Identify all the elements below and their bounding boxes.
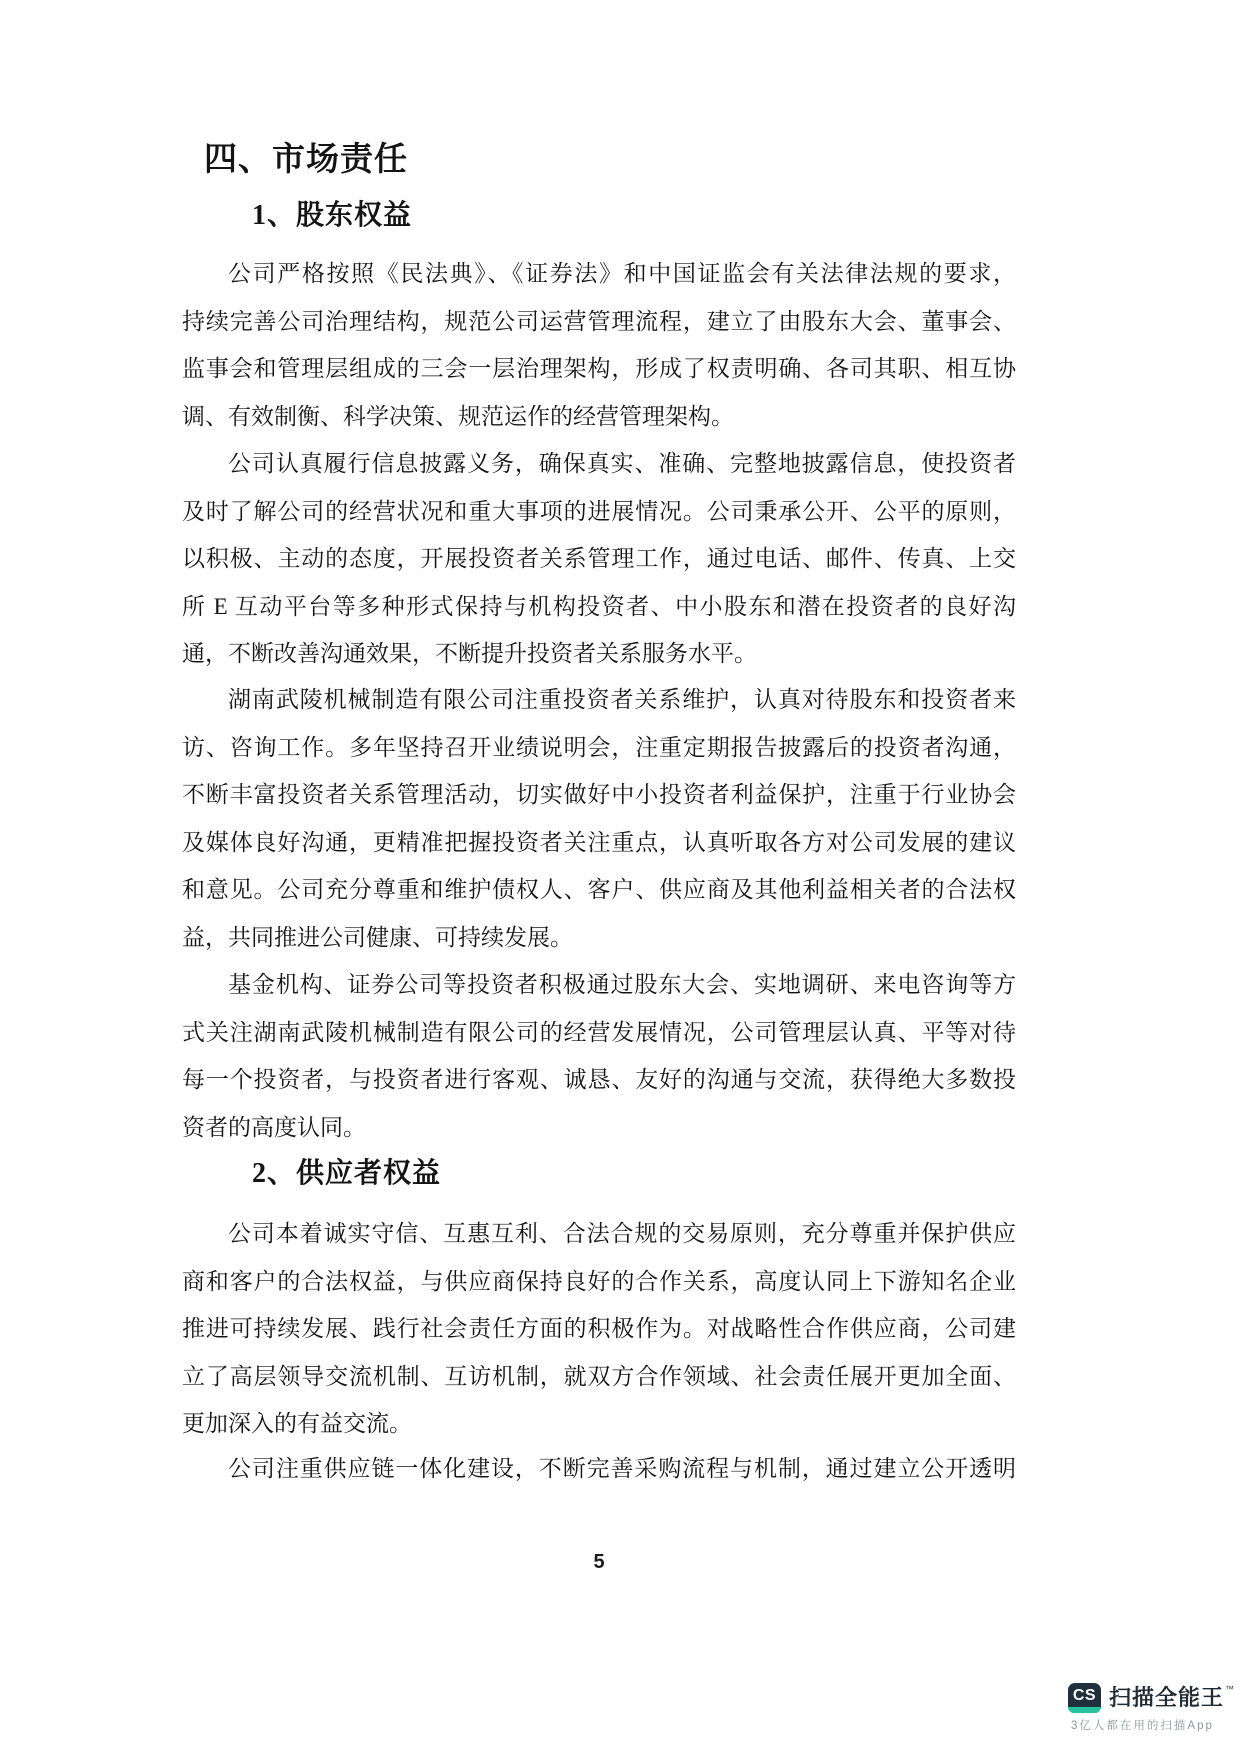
text-line: 访、咨询工作。多年坚持召开业绩说明会，注重定期报告披露后的投资者沟通，	[182, 734, 1016, 760]
text-line: 监事会和管理层组成的三会一层治理架构，形成了权责明确、各司其职、相互协	[182, 356, 1016, 381]
text-line: 商和客户的合法权益，与供应商保持良好的合作关系，高度认同上下游知名企业	[182, 1268, 1016, 1294]
camscanner-watermark	[1068, 1683, 1234, 1733]
section-heading-supplier-rights: 2、供应者权益	[252, 1158, 442, 1189]
text-line: 公司注重供应链一体化建设，不断完善采购流程与机制，通过建立公开透明	[228, 1456, 1016, 1481]
trademark-symbol: ™	[1225, 1684, 1235, 1694]
paragraph-governance	[182, 250, 1016, 440]
camscanner-logo-text: CS	[1072, 1687, 1097, 1704]
text-line: 持续完善公司治理结构，规范公司运营管理流程，建立了由股东大会、董事会、	[182, 308, 1016, 334]
paragraph-investor-communication	[182, 961, 1016, 1151]
watermark-tagline: 3亿人都在用的扫描App	[1071, 1720, 1214, 1732]
text-line: 调、有效制衡、科学决策、规范运作的经营管理架构。	[182, 403, 734, 429]
text-line: 公司严格按照《民法典》、《证券法》和中国证监会有关法律法规的要求，	[228, 261, 1016, 286]
watermark-brand-text: 扫描全能王	[1109, 1685, 1225, 1710]
text-line: 资者的高度认同。	[182, 1114, 366, 1140]
paragraph-supply-chain	[182, 1445, 1016, 1493]
text-line: 式关注湖南武陵机械制造有限公司的经营发展情况，公司管理层认真、平等对待	[182, 1019, 1016, 1045]
text-line: 以积极、主动的态度，开展投资者关系管理工作，通过电话、邮件、传真、上交	[182, 546, 1016, 571]
text-line: 通，不断改善沟通效果，不断提升投资者关系服务水平。	[182, 641, 757, 666]
text-line: 更加深入的有益交流。	[182, 1411, 412, 1436]
text-line: 基金机构、证券公司等投资者积极通过股东大会、实地调研、来电咨询等方	[228, 972, 1016, 997]
camscanner-logo-icon	[1068, 1683, 1101, 1713]
paragraph-investor-relations	[182, 676, 1016, 961]
text-line: 不断丰富投资者关系管理活动，切实做好中小投资者利益保护，注重于行业协会	[182, 782, 1016, 807]
text-line: 每一个投资者，与投资者进行客观、诚恳、友好的沟通与交流，获得绝大多数投	[182, 1067, 1016, 1092]
text-line: 益，共同推进公司健康、可持续发展。	[182, 924, 573, 950]
text-line: 及时了解公司的经营状况和重大事项的进展情况。公司秉承公开、公平的原则，	[182, 498, 1016, 524]
text-line: 及媒体良好沟通，更精准把握投资者关注重点，认真听取各方对公司发展的建议	[182, 829, 1016, 855]
text-line: 所 E 互动平台等多种形式保持与机构投资者、中小股东和潜在投资者的良好沟	[182, 593, 1016, 619]
text-line: 推进可持续发展、践行社会责任方面的积极作为。对战略性合作供应商，公司建	[182, 1316, 1016, 1341]
section-heading-shareholder-rights: 1、股东权益	[252, 200, 413, 231]
text-line: 湖南武陵机械制造有限公司注重投资者关系维护，认真对待股东和投资者来	[228, 687, 1016, 712]
text-line: 立了高层领导交流机制、互访机制，就双方合作领域、社会责任展开更加全面、	[182, 1363, 1016, 1389]
paragraph-information-disclosure	[182, 440, 1016, 678]
text-line: 公司认真履行信息披露义务，确保真实、准确、完整地披露信息，使投资者	[228, 451, 1016, 476]
text-line: 和意见。公司充分尊重和维护债权人、客户、供应商及其他利益相关者的合法权	[182, 877, 1016, 902]
page-title: 四、市场责任	[204, 142, 408, 178]
text-line: 公司本着诚实守信、互惠互利、合法合规的交易原则，充分尊重并保护供应	[228, 1221, 1016, 1246]
watermark-brand-row	[1068, 1683, 1234, 1713]
page-number: 5	[593, 1551, 605, 1573]
paragraph-supplier-cooperation	[182, 1210, 1016, 1448]
